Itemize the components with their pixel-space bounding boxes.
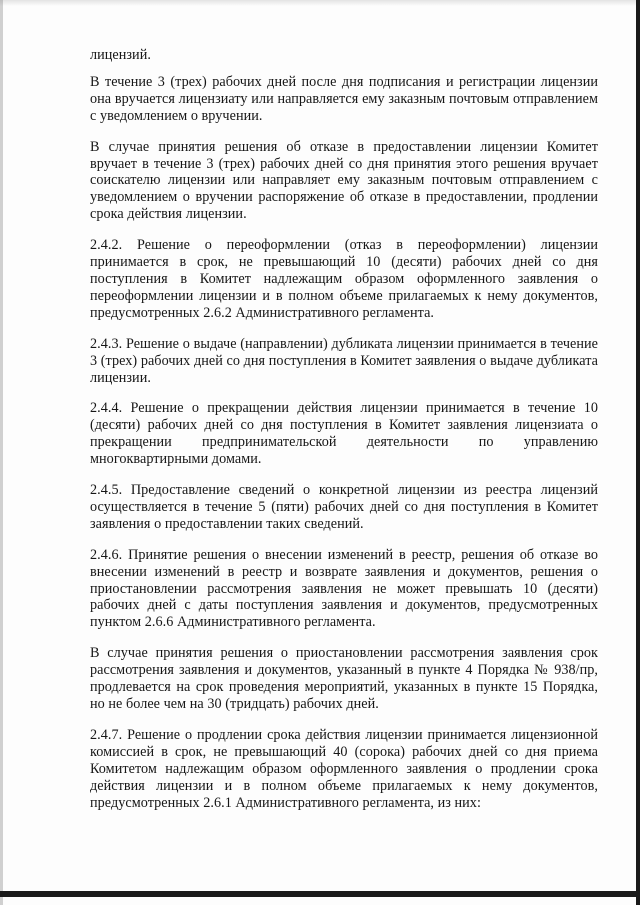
paragraph-continuation: лицензий. xyxy=(90,47,151,63)
document-body xyxy=(90,47,598,825)
paragraph-2-4-6: 2.4.6. Принятие решения о внесении изменений в реестр, решения об отказе во внесении изменений в реестр и возврате заявления и документов, решения о приостановлении рассмотрения заявления не может превышать 10 (десяти) рабочих дней с даты поступления заявления и документов, предусмотренных пунктом 2.6.6 Административного регламента. xyxy=(90,546,598,631)
scan-edge-bottom xyxy=(0,891,640,897)
paragraph-2-4-2: 2.4.2. Решение о переоформлении (отказ в переоформлении) лицензии принимается в срок, не превышающий 10 (десяти) рабочих дней со дня поступления в Комитет надлежащим образом оформленного заявления о переоформлении лицензии и в полном объеме прилагаемых к нему документов, предусмотренных 2.6.2 Административного регламента. xyxy=(90,237,598,321)
scan-edge-right xyxy=(636,0,640,905)
paragraph-2-4-4: 2.4.4. Решение о прекращении действия лицензии принимается в течение 10 (десяти) рабочих дней со дня поступления в Комитет заявления лицензиата о прекращении предпринимательской деятельности по управлению многоквартирными домами. xyxy=(90,400,598,468)
paragraph-refusal-delivery: В случае принятия решения об отказе в предоставлении лицензии Комитет вручает в течение 3 (трех) рабочих дней со дня принятия этого решения вручает соискателю лицензии или направляет ему заказным почтовым отправлением с уведомлением о вручении распоряжение об отказе в предоставлении, продлении срока действия лицензии. xyxy=(90,138,598,223)
scan-edge-left xyxy=(0,0,3,905)
paragraph-2-4-7: 2.4.7. Решение о продлении срока действия лицензии принимается лицензионной комиссией в срок, не превышающий 40 (сорока) рабочих дней со дня приема Комитетом надлежащим образом оформленного заявления о продлении срока действия лицензии и в полном объеме прилагаемых к нему документов, предусмотренных 2.6.1 Административного регламента, из них: xyxy=(90,726,598,811)
paragraph-license-delivery: В течение 3 (трех) рабочих дней после дня подписания и регистрации лицензии она вручается лицензиату или направляется ему заказным почтовым отправлением с уведомлением о вручении. xyxy=(90,73,598,124)
scan-edge-top xyxy=(0,0,640,6)
paragraph-2-4-5: 2.4.5. Предоставление сведений о конкретной лицензии из реестра лицензий осуществляется в течение 5 (пяти) рабочих дней со дня поступления в Комитет заявления о предоставлении таких сведений. xyxy=(90,482,598,532)
paragraph-2-4-3: 2.4.3. Решение о выдаче (направлении) дубликата лицензии принимается в течение 3 (трех) рабочих дней со дня поступления в Комитет заявления о выдаче дубликата лицензии. xyxy=(90,335,598,386)
paragraph-suspension: В случае принятия решения о приостановлении рассмотрения заявления срок рассмотрения заявления и документов, указанный в пункте 4 Порядка № 938/пр, продлевается на срок проведения мероприятий, указанных в пункте 15 Порядка, но не более чем на 30 (тридцать) рабочих дней. xyxy=(90,645,598,712)
